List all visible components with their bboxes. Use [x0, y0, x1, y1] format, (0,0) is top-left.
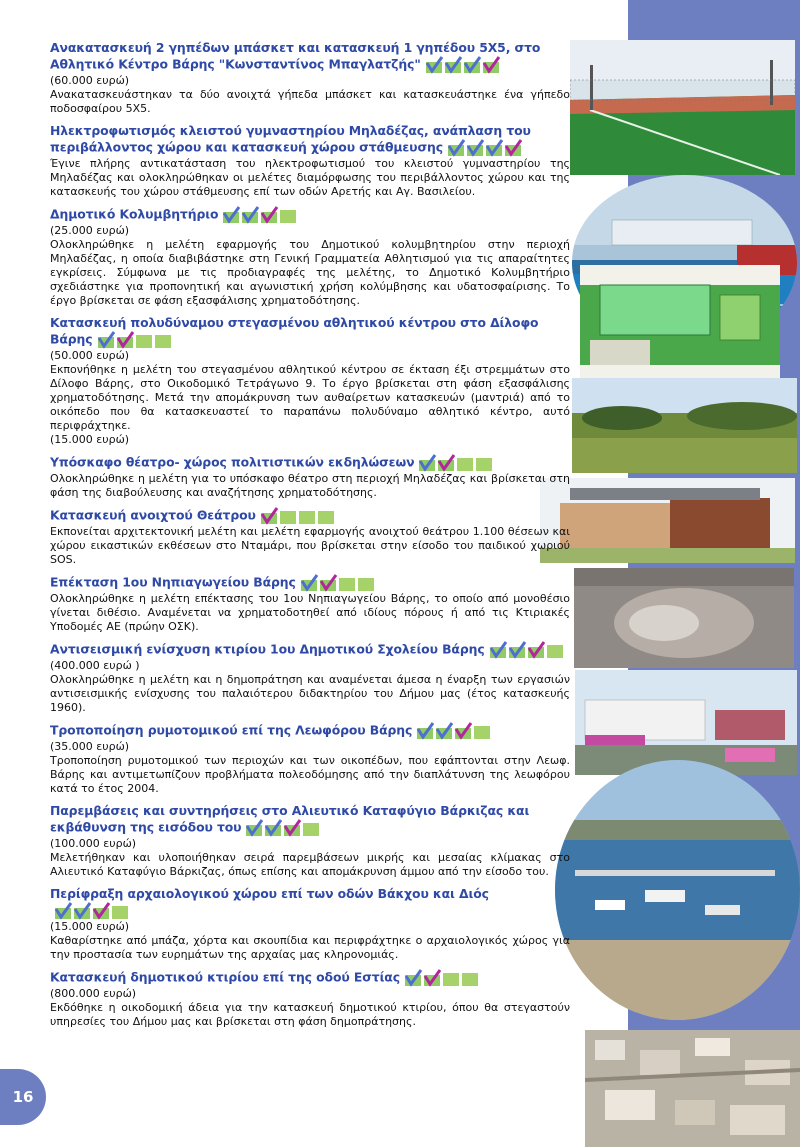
project-title: Κατασκευή πολυδύναμου στεγασμένου αθλητικού κέντρου στο Δίλοφο Βάρης	[50, 315, 570, 349]
project-budget: (800.000 ευρώ)	[50, 987, 137, 1000]
project-item	[50, 315, 570, 447]
project-item	[50, 969, 570, 1029]
progress-checkmarks-icon	[97, 331, 177, 349]
photo-pool-plan	[580, 265, 780, 380]
project-description: Καθαρίστηκε από μπάζα, χόρτα και σκουπίδια και περιφράχτηκε ο αρχαιολογικός χώρος για την προστασία των ευρημάτων της αρχαίας μας κληρονομιάς.	[50, 934, 570, 961]
project-item	[50, 722, 570, 796]
project-item	[50, 123, 570, 199]
project-title: Αντισεισμική ενίσχυση κτιρίου 1ου Δημοτικού Σχολείου Βάρης	[50, 641, 570, 659]
project-item	[50, 574, 570, 634]
progress-checkmarks-icon	[245, 819, 325, 837]
progress-checkmarks-icon	[425, 56, 505, 74]
project-budget: (25.000 ευρώ)	[50, 224, 130, 237]
project-title: Ανακατασκευή 2 γηπέδων μπάσκετ και κατασκευή 1 γηπέδου 5Χ5, στο Αθλητικό Κέντρο Βάρης "Κωνσταντίνος Μπαγλατζής"	[50, 40, 570, 74]
progress-checkmarks-icon	[222, 206, 302, 224]
project-budget: (60.000 ευρώ)	[50, 74, 130, 87]
progress-checkmarks-icon	[54, 902, 134, 920]
progress-checkmarks-icon	[404, 969, 484, 987]
project-item	[50, 206, 570, 308]
progress-checkmarks-icon	[260, 507, 340, 525]
project-description: Εκπονήθηκε η μελέτη του στεγασμένου αθλητικού κέντρου σε έκταση έξι στρεμμάτων στο Δίλοφο Βάρης, στο Οικοδομικό Τετράγωνο 9. Το έργο βρίσκεται στη φάση εξασφάλισης χρηματοδότησης. Μετά την απομάκρυνση των αυθαίρετων κατασκευών (μαντριά) από το οικόπεδο που θα κατασκευαστεί το παραπάνω πολυδύναμο αθλητικό κέντρο, αυτό περιφράχτηκε.	[50, 363, 570, 432]
project-description: Μελετήθηκαν και υλοποιήθηκαν σειρά παρεμβάσεων μικρής και μεσαίας κλίμακας στο Αλιευτικό Καταφύγιο Βάρκιζας, όπως επίσης και απομάκρυνση άμμου από την είσοδο του.	[50, 851, 570, 878]
page-number: 16	[0, 1069, 46, 1125]
project-title: Δημοτικό Κολυμβητήριο	[50, 206, 570, 224]
photo-aerial-estias	[585, 1030, 800, 1147]
photo-theatre-render	[540, 478, 795, 563]
project-list	[50, 40, 570, 1036]
project-item	[50, 886, 570, 962]
project-title: Ηλεκτροφωτισμός κλειστού γυμναστηρίου Μηλαδέζας, ανάπλαση του περιβάλλοντος χώρου και κατασκευή χώρου στάθμευσης	[50, 123, 570, 157]
project-description: Ολοκληρώθηκε η μελέτη επέκτασης του 1ου Νηπιαγωγείου Βάρης, το οποίο από μονοθέσιο γίνεται διθέσιο. Αναμένεται να χρηματοδοτηθεί από ιδίους πόρους ή από τις Κτιριακές Υποδομές ΑΕ (πρώην ΟΣΚ).	[50, 592, 570, 633]
project-description: Ολοκληρώθηκε η μελέτη εφαρμογής του Δημοτικού κολυμβητηρίου στην περιοχή Μηλαδέζας, η οποία διαβιβάστηκε στη Γενική Γραμματεία Αθλητισμού για τις απαραίτητες εγκρίσεις. Σύμφωνα με τις προδιαγραφές της μελέτης, το Δημοτικό Κολυμβητήριο σχεδιάστηκε για προπονητική και αγωνιστική χρήση κολύμβησης και υδατοσφαίρισης. Το έργο βρίσκεται σε φάση εξασφάλισης χρηματοδότησης.	[50, 238, 570, 307]
project-description: Ανακατασκευάστηκαν τα δύο ανοιχτά γήπεδα μπάσκετ και κατασκευάστηκε ένα γήπεδο ποδοσφαίρου 5Χ5.	[50, 88, 570, 115]
project-title: Κατασκευή ανοιχτού Θεάτρου	[50, 507, 570, 525]
photo-dilofo-plot	[572, 378, 797, 473]
project-description: Ολοκληρώθηκε η μελέτη και η δημοπράτηση και αναμένεται άμεσα η έναρξη των εργασιών αντισεισμικής ενίσχυσης του παλαιότερου διδακτηρίου του Δήμου μας (έτος κατασκευής 1960).	[50, 673, 570, 714]
photo-open-theatre	[574, 568, 794, 668]
progress-checkmarks-icon	[489, 641, 569, 659]
project-budget: (50.000 ευρώ)	[50, 349, 130, 362]
project-title: Τροποποίηση ρυμοτομικού επί της Λεωφόρου Βάρης	[50, 722, 570, 740]
project-title: Κατασκευή δημοτικού κτιρίου επί της οδού Εστίας	[50, 969, 570, 987]
progress-checkmarks-icon	[416, 722, 496, 740]
project-description: Εκπονείται αρχιτεκτονική μελέτη και μελέτη εφαρμογής ανοιχτού θεάτρου 1.100 θέσεων και χώρου εικαστικών εκθέσεων στο Νταμάρι, που βρίσκεται στην είσοδο του παιδικού χωριού SOS.	[50, 525, 570, 566]
progress-checkmarks-icon	[300, 574, 380, 592]
project-title: Περίφραξη αρχαιολογικού χώρου επί των οδών Βάκχου και Διός	[50, 886, 570, 920]
project-description: Εκδόθηκε η οικοδομική άδεια για την κατασκευή δημοτικού κτιρίου, όπου θα στεγαστούν υπηρεσίες του Δήμου μας και βρίσκεται στη φάση δημοπράτησης.	[50, 1001, 570, 1028]
project-description: Τροποποίηση ρυμοτομικού των περιοχών και των οικοπέδων, που εφάπτονται στην Λεωφ. Βάρης και αντιμετωπίζουν προβλήματα πολεοδόμησης από την διαπλάτυνση της λεωφόρου κατά το έτος 2004.	[50, 754, 570, 795]
project-item	[50, 454, 570, 500]
project-budget: (15.000 ευρώ)	[50, 920, 130, 933]
project-budget-secondary: (15.000 ευρώ)	[50, 433, 130, 446]
project-budget: (400.000 ευρώ )	[50, 659, 140, 672]
project-budget: (100.000 ευρώ)	[50, 837, 137, 850]
project-title: Παρεμβάσεις και συντηρήσεις στο Αλιευτικό Καταφύγιο Βάρκιζας και εκβάθυνση της εισόδου του	[50, 803, 570, 837]
project-item	[50, 40, 570, 116]
photo-column	[560, 0, 800, 1147]
photo-basketball-court	[570, 40, 795, 175]
progress-checkmarks-icon	[418, 454, 498, 472]
project-item	[50, 641, 570, 715]
project-description: Έγινε πλήρης αντικατάσταση του ηλεκτροφωτισμού του κλειστού γυμναστηρίου της Μηλαδέζας και ολοκληρώθηκαν οι μελέτες διαμόρφωσης του περιβάλλοντος χώρου και της κατασκευής του χώρου στάθμευσης επί των οδών Αρετής και Αγ. Βασιλείου.	[50, 157, 570, 198]
project-title: Υπόσκαφο θέατρο- χώρος πολιτιστικών εκδηλώσεων	[50, 454, 570, 472]
project-item	[50, 803, 570, 879]
photo-harbour	[555, 760, 800, 1020]
project-title: Επέκταση 1ου Νηπιαγωγείου Βάρης	[50, 574, 570, 592]
progress-checkmarks-icon	[447, 139, 527, 157]
project-item	[50, 507, 570, 567]
project-description: Ολοκληρώθηκε η μελέτη για το υπόσκαφο θέατρο στη περιοχή Μηλαδέζας και βρίσκεται στη φάση της διαβούλευσης και αναζήτησης χρηματοδότησης.	[50, 472, 570, 499]
photo-kindergarten	[575, 670, 797, 775]
project-budget: (35.000 ευρώ)	[50, 740, 130, 753]
